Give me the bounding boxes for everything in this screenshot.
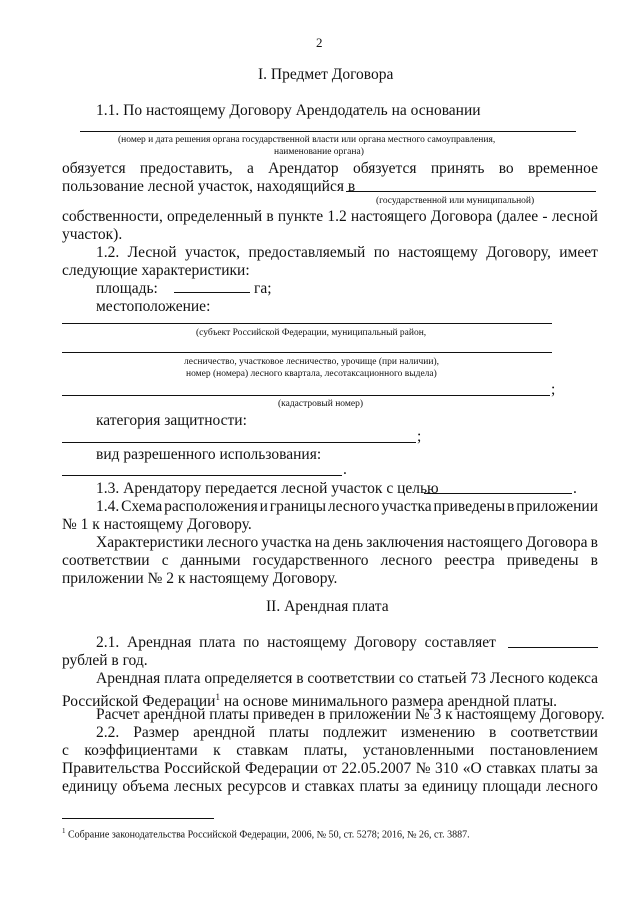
word: единицу [62,778,118,795]
page-number: 2 [316,35,323,50]
word: в [590,534,598,551]
word: границы [269,498,327,515]
word: пункте [277,208,324,225]
blank-purpose [424,493,572,494]
footnote [62,826,470,840]
ownership-tail: участок). [62,226,123,243]
paragraph-1-3: 1.3. Арендатору передается лесной участок с целью [96,480,439,497]
paragraph-2-2-line2 [62,742,598,760]
blank-cadastral [62,395,550,396]
word: ставках [486,760,537,777]
paragraph-1-4-line [96,498,598,516]
word: Арендатор [268,160,339,177]
word: предоставляемый [248,244,366,261]
word: Федерации [244,760,319,777]
hint-forestry-line2: номер (номера) лесного квартала, лесотаксационного выдела) [186,369,437,379]
word: единицу [422,778,478,795]
word: реестра [444,552,495,569]
word: со [398,670,414,687]
hint-decision-line2: наименование органа) [274,147,364,157]
word: плата [164,670,201,687]
word: составляет [424,634,496,651]
use-type-period: . [343,461,347,478]
protection-label: категория защитности: [96,412,247,429]
hint-forestry-line1: лесничество, участковое лесничество, урочище (при наличии), [184,357,439,367]
word: соответствии [307,670,395,687]
word: объема [122,778,170,795]
blank-forestry [62,352,552,353]
word: кодекса [548,670,598,687]
paragraph-1-2-tail: следующие характеристики: [62,262,250,279]
paragraph-2-2-line1 [96,724,598,742]
use-text: пользование лесной участок, находящийся в [62,178,356,195]
word: постановлением [489,742,598,759]
word: лесных [174,778,223,795]
word: Размер [133,724,180,741]
characteristics-tail: приложении № 2 к настоящему Договору. [62,570,338,587]
word: имеет [559,244,598,261]
word: настоящего [446,534,523,551]
word: коэффициентами [84,742,198,759]
paragraph-1-4-tail: № 1 к настоящему Договору. [62,516,252,533]
word: с [62,742,69,759]
word: по [373,244,390,261]
word: в [489,724,497,741]
word: лесного [380,552,433,569]
word: данными [180,552,241,569]
blank-decision-line [80,131,576,132]
word: 1.2. [96,244,120,261]
hint-cadastral: (кадастровый номер) [278,399,364,409]
word: расположения [164,498,258,515]
word: Арендная [127,634,192,651]
paragraph-1-2-line [96,244,598,262]
word: платы [540,760,581,777]
word: в [266,208,274,225]
purpose-period: . [573,480,577,497]
paragraph-2-1-line [96,634,496,652]
word: лесного [546,778,598,795]
blank-rent-amount [508,647,598,648]
word: статьей [417,670,467,687]
word: 2.1. [96,634,120,651]
word: и [291,778,300,795]
word: 310 [435,760,459,777]
word: Схема [121,498,163,515]
word: платы [359,778,400,795]
word: 22.05.2007 [341,760,412,777]
word: ставкам [236,742,289,759]
word: платы, [303,742,348,759]
code-line [96,670,598,688]
word: во [498,160,514,177]
word: лесной [551,208,598,225]
paragraph-1-1-intro: 1.1. По настоящему Договору Арендодатель на основании [96,102,481,119]
word: участка [381,498,432,515]
word: от [322,760,337,777]
word: 2.2. [96,724,120,741]
blank-ownership [346,191,596,192]
word: за [404,778,418,795]
word: приведены [506,552,579,569]
word: Договору, [486,244,551,261]
footnote-ref: 1 [215,692,220,702]
word: Арендная [96,670,161,687]
ownership-line [62,208,598,226]
paragraph-2-2-line4 [62,778,598,796]
word: 1.2 [327,208,347,225]
word: обязуется [62,160,126,177]
word: № [415,760,431,777]
word: лесного [327,498,380,515]
paragraph-2-1-tail: рублей в год. [62,652,148,669]
hint-ownership: (государственной или муниципальной) [376,196,535,206]
footnote-mark: 1 [62,827,66,835]
word: и [259,498,268,515]
footnote-text: Собрание законодательства Российской Федерации, 2006, № 50, ст. 5278; 2016, № 26, ст. 3887. [65,829,470,841]
section-2-title: II. Арендная плата [266,598,389,615]
word: 1.4. [96,498,120,515]
word: по [243,634,260,651]
word: настоящего [350,208,427,225]
blank-subject [62,323,552,324]
line-obligates [62,160,598,178]
word: Договора [525,534,588,551]
code-tail-b: на основе минимального размера арендной платы. [219,693,557,711]
word: Российской [164,760,241,777]
word: на [314,534,330,551]
cadastral-semicolon: ; [551,381,556,398]
hint-subject: (субъект Российской Федерации, муниципальный район, [196,328,427,338]
word: соответствии [510,724,598,741]
word: ставках [304,778,355,795]
code-tail-a: Российской Федерации [62,693,216,711]
word: «О [462,760,482,777]
word: арендной [193,724,256,741]
word: принять [430,160,485,177]
word: Характеристики [96,534,204,551]
word: к [213,742,221,759]
word: настоящему [267,634,347,651]
word: Лесной [127,244,177,261]
word: в [507,498,515,515]
word: подлежит [322,724,387,741]
word: (далее [496,208,539,225]
paragraph-2-2-line3 [62,760,598,778]
word: приложении [516,498,598,515]
location-label: местоположение: [96,298,211,315]
section-1-title: I. Предмет Договора [258,66,394,83]
word: установленными [362,742,475,759]
word: приведены [433,498,506,515]
word: а [246,160,254,177]
calculation-text: Расчет арендной платы приведен в приложении № 3 к настоящему Договору. [96,706,605,723]
word: Договора [430,208,493,225]
word: определяется [204,670,293,687]
word: Лесного [489,670,545,687]
word: в [296,670,304,687]
characteristics-line1 [96,534,598,552]
word: соответствии [62,552,150,569]
word: предоставить, [139,160,233,177]
word: государственного [252,552,369,569]
word: с [161,552,169,569]
blank-use-type [62,475,342,476]
use-type-label: вид разрешенного использования: [96,446,322,463]
word: участок, [185,244,241,261]
word: ресурсов [227,778,287,795]
word: Правительства [62,760,160,777]
blank-protection [62,442,416,443]
word: собственности, [62,208,163,225]
word: настоящему [398,244,478,261]
word: участка [261,534,312,551]
word: определенный [167,208,263,225]
word: в [590,552,598,569]
word: платы [269,724,309,741]
protection-semicolon: ; [417,428,422,445]
word: - [542,208,548,225]
word: заключения [366,534,444,551]
word: день [333,534,364,551]
word: за [584,760,598,777]
word: 73 [470,670,487,687]
word: плата [199,634,236,651]
word: лесного [206,534,259,551]
blank-area [174,292,250,293]
footnote-separator [62,818,214,819]
area-unit: га; [254,280,272,297]
word: изменению [400,724,476,741]
word: временное [527,160,598,177]
area-label: площадь: [96,280,158,297]
characteristics-line2 [62,552,598,570]
word: Договору [354,634,417,651]
hint-decision-line1: (номер и дата решения органа государственной власти или органа местного самоуправления, [118,135,496,145]
word: площади [482,778,542,795]
word: обязуется [352,160,417,177]
